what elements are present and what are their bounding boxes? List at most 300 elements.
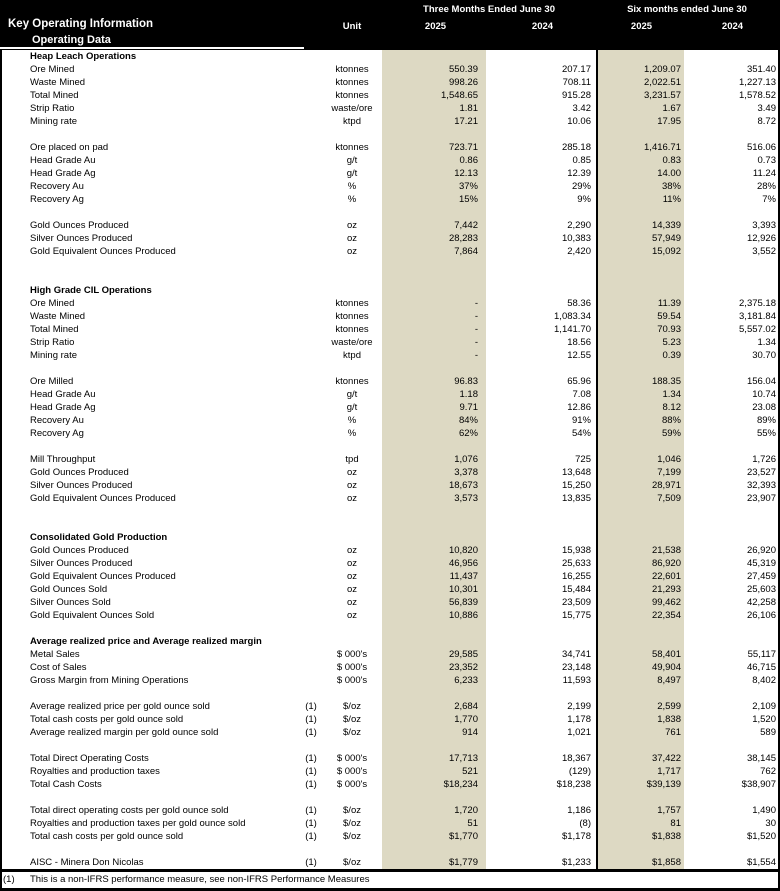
value-6mo-2025: 1,757 (657, 805, 681, 816)
value-3mo-2025: 62% (458, 428, 478, 439)
row-label: Head Grade Au (30, 389, 96, 400)
spacer-row (0, 843, 780, 856)
value-3mo-2024: 7.08 (572, 389, 591, 400)
value-6mo-2024: 8.72 (757, 116, 776, 127)
value-6mo-2025: 188.35 (651, 376, 681, 387)
table-row (0, 752, 780, 765)
footnote-ref (300, 232, 322, 245)
footnote-ref: (1) (305, 857, 317, 868)
footnote-ref (300, 388, 322, 401)
value-6mo-2024: 12,926 (746, 233, 776, 244)
table-row (0, 557, 780, 570)
table-row (0, 466, 780, 479)
value-3mo-2024: 708.11 (562, 77, 591, 88)
footnote-ref (300, 167, 322, 180)
value-3mo-2025: 12.13 (454, 168, 478, 179)
value-3mo-2024: $1,233 (561, 857, 591, 868)
value-6mo-2024: 46,715 (746, 662, 776, 673)
value-3mo-2024: 13,835 (561, 493, 591, 504)
unit-cell: $/oz (343, 831, 361, 842)
section-header-row (0, 635, 780, 648)
row-label: Silver Ounces Produced (30, 233, 133, 244)
row-label: AISC - Minera Don Nicolas (30, 857, 144, 868)
value-6mo-2024 (684, 50, 778, 63)
value-6mo-2025 (596, 531, 684, 544)
value-3mo-2025: 7,864 (454, 246, 478, 257)
footnote-separator-line (0, 869, 780, 872)
footnote-ref (300, 89, 322, 102)
footnote-ref (300, 180, 322, 193)
table-row (0, 830, 780, 843)
footnote-ref (300, 427, 322, 440)
value-6mo-2025: 1.67 (662, 103, 681, 114)
value-3mo-2024: 725 (575, 454, 591, 465)
footnote-ref (300, 661, 322, 674)
table-row (0, 154, 780, 167)
value-3mo-2024: 58.36 (567, 298, 591, 309)
unit-cell: ktonnes (335, 311, 369, 322)
value-3mo-2024 (486, 50, 596, 63)
unit-cell: ktonnes (335, 142, 369, 153)
row-label: Total direct operating costs per gold ounce sold (30, 805, 229, 816)
value-3mo-2024: 34,741 (561, 649, 591, 660)
value-6mo-2024: 3,552 (752, 246, 776, 257)
row-label: Total Direct Operating Costs (30, 753, 149, 764)
value-3mo-2025: 1,770 (454, 714, 478, 725)
value-3mo-2025: 17,713 (448, 753, 478, 764)
value-3mo-2025: 3,573 (454, 493, 478, 504)
row-label: Total cash costs per gold ounce sold (30, 714, 184, 725)
table-row (0, 609, 780, 622)
footnote-ref: (1) (305, 753, 317, 764)
row-label: Total Cash Costs (30, 779, 102, 790)
value-6mo-2025: 761 (665, 727, 681, 738)
table-row (0, 453, 780, 466)
table-row (0, 726, 780, 739)
table-rows (0, 50, 780, 869)
row-label: Mill Throughput (30, 454, 96, 465)
value-3mo-2024: 23,509 (561, 597, 591, 608)
unit-cell: g/t (346, 389, 358, 400)
unit-cell: oz (346, 246, 358, 257)
value-3mo-2024: 11,593 (562, 675, 591, 686)
value-6mo-2025 (596, 50, 684, 63)
row-label: Silver Ounces Sold (30, 597, 111, 608)
footnote-ref (300, 193, 322, 206)
value-6mo-2025: 8,497 (657, 675, 681, 686)
value-3mo-2025: 1,720 (454, 805, 478, 816)
table-border-left (0, 50, 2, 891)
value-6mo-2025: 81 (670, 818, 681, 829)
table-row (0, 297, 780, 310)
value-6mo-2025: 3,231.57 (644, 90, 681, 101)
value-3mo-2025: - (474, 350, 478, 361)
table-header (0, 0, 780, 50)
row-label: Mining rate (30, 350, 77, 361)
value-3mo-2024: 1,141.70 (554, 324, 591, 335)
value-3mo-2024: (8) (579, 818, 591, 829)
table-row (0, 180, 780, 193)
value-3mo-2024: (129) (568, 766, 591, 777)
value-3mo-2025: 6,233 (454, 675, 478, 686)
spacer-row (0, 739, 780, 752)
value-6mo-2024: 30 (765, 818, 776, 829)
row-label: Heap Leach Operations (30, 51, 137, 62)
year-header-3mo-2024: 2024 (531, 21, 554, 32)
value-6mo-2024: 30.70 (752, 350, 776, 361)
row-label: Gold Equivalent Ounces Produced (30, 493, 176, 504)
value-3mo-2025: 914 (462, 727, 478, 738)
table-row (0, 856, 780, 869)
section-header-row (0, 531, 780, 544)
row-label: Gold Ounces Produced (30, 220, 129, 231)
unit-cell: $/oz (343, 857, 361, 868)
table-row (0, 674, 780, 687)
row-label: Silver Ounces Produced (30, 558, 133, 569)
table-row (0, 544, 780, 557)
value-3mo-2024: 12.86 (567, 402, 591, 413)
unit-cell: oz (346, 545, 358, 556)
value-6mo-2025: 11% (662, 194, 681, 205)
footnote-ref: (1) (305, 818, 317, 829)
subtitle-underline (0, 47, 304, 49)
table-row (0, 414, 780, 427)
value-6mo-2025: 1,416.71 (644, 142, 681, 153)
value-3mo-2025 (382, 284, 486, 297)
footnote-ref (300, 583, 322, 596)
unit-cell: % (347, 194, 357, 205)
value-6mo-2024: 156.04 (746, 376, 776, 387)
table-row (0, 102, 780, 115)
footnote-ref (300, 219, 322, 232)
unit-cell: tpd (345, 454, 359, 465)
footnote-ref (300, 479, 322, 492)
table-row (0, 310, 780, 323)
row-label: Waste Mined (30, 77, 86, 88)
footnote-ref (300, 141, 322, 154)
value-3mo-2025: 29,585 (448, 649, 478, 660)
row-label: Ore Mined (30, 64, 75, 75)
value-6mo-2025: 1,717 (657, 766, 681, 777)
value-6mo-2024: 3,181.84 (739, 311, 776, 322)
value-6mo-2025: 15,092 (651, 246, 681, 257)
footnote-row (0, 872, 780, 888)
value-3mo-2025: 1.18 (459, 389, 478, 400)
table-row (0, 804, 780, 817)
row-label: Gross Margin from Mining Operations (30, 675, 189, 686)
value-3mo-2024: 915.28 (561, 90, 591, 101)
page-title: Key Operating Information (8, 18, 154, 30)
value-6mo-2025: $1,858 (651, 857, 681, 868)
value-6mo-2024: 3.49 (757, 103, 776, 114)
value-6mo-2025: 7,199 (657, 467, 681, 478)
unit-cell: g/t (346, 402, 358, 413)
value-3mo-2025: 11,437 (449, 571, 478, 582)
year-header-6mo-2025: 2025 (630, 21, 653, 32)
value-3mo-2024: 29% (571, 181, 591, 192)
value-6mo-2024: 23,527 (746, 467, 776, 478)
row-label: Ore placed on pad (30, 142, 109, 153)
value-3mo-2024 (486, 531, 596, 544)
value-6mo-2024: 2,375.18 (739, 298, 776, 309)
value-3mo-2025: 46,956 (448, 558, 478, 569)
table-row (0, 232, 780, 245)
value-3mo-2024: 10.06 (567, 116, 591, 127)
footnote-ref: (1) (305, 779, 317, 790)
unit-cell: oz (346, 480, 358, 491)
value-3mo-2024: 18,367 (561, 753, 591, 764)
unit-cell: g/t (346, 155, 358, 166)
value-6mo-2025: 7,509 (657, 493, 681, 504)
subtitle: Operating Data (32, 34, 111, 46)
unit-cell: ktonnes (335, 64, 369, 75)
value-3mo-2025: 28,283 (448, 233, 478, 244)
value-3mo-2025: 18,673 (448, 480, 478, 491)
unit-cell: $ 000's (336, 779, 368, 790)
value-3mo-2024: 12.55 (567, 350, 591, 361)
table-row (0, 778, 780, 791)
value-6mo-2024: 1,726 (752, 454, 776, 465)
row-label: Gold Equivalent Ounces Produced (30, 246, 176, 257)
footnote-ref (300, 609, 322, 622)
footnote-ref (300, 531, 322, 544)
spacer-row (0, 505, 780, 518)
value-6mo-2024: 23.08 (752, 402, 776, 413)
value-6mo-2024: 38,145 (746, 753, 776, 764)
footnote-ref (300, 570, 322, 583)
footnote-ref (300, 557, 322, 570)
value-6mo-2025: 37,422 (651, 753, 681, 764)
value-6mo-2025: 11.39 (657, 298, 681, 309)
unit-cell: oz (346, 220, 358, 231)
value-3mo-2024: 12.39 (567, 168, 591, 179)
value-6mo-2024: 10.74 (752, 389, 776, 400)
value-3mo-2024: 1,178 (567, 714, 591, 725)
value-3mo-2024: 207.17 (561, 64, 591, 75)
value-6mo-2024: 25,603 (746, 584, 776, 595)
value-3mo-2025: 7,442 (454, 220, 478, 231)
unit-cell: oz (346, 558, 358, 569)
unit-cell: % (347, 181, 357, 192)
value-3mo-2024: 2,199 (567, 701, 591, 712)
unit-cell: $ 000's (336, 675, 368, 686)
row-label: Average realized price per gold ounce sold (30, 701, 210, 712)
table-row (0, 141, 780, 154)
value-3mo-2024: 54% (571, 428, 591, 439)
footnote-ref (300, 674, 322, 687)
footnote-ref (300, 648, 322, 661)
value-6mo-2024: 762 (760, 766, 776, 777)
value-3mo-2024: 0.85 (572, 155, 591, 166)
column-group-divider (596, 50, 598, 891)
unit-cell: % (347, 428, 357, 439)
value-3mo-2025: 2,684 (454, 701, 478, 712)
footnote-ref (300, 154, 322, 167)
value-3mo-2025: 521 (462, 766, 478, 777)
row-label: Ore Milled (30, 376, 74, 387)
table-row (0, 583, 780, 596)
value-6mo-2025: 86,920 (651, 558, 681, 569)
unit-cell: waste/ore (331, 337, 373, 348)
footnote-ref (300, 336, 322, 349)
row-label: Average realized margin per gold ounce sold (30, 727, 219, 738)
unit-cell: $/oz (343, 818, 361, 829)
value-6mo-2025: 21,293 (651, 584, 681, 595)
footnote-ref (300, 63, 322, 76)
footnote-ref (300, 596, 322, 609)
value-6mo-2025: 1,209.07 (644, 64, 681, 75)
value-6mo-2024: 0.73 (757, 155, 776, 166)
footnote-ref (300, 635, 322, 648)
spacer-row (0, 622, 780, 635)
table-row (0, 713, 780, 726)
value-6mo-2024: 1,520 (752, 714, 776, 725)
value-6mo-2024: 26,920 (746, 545, 776, 556)
row-label: Silver Ounces Produced (30, 480, 133, 491)
unit-cell (322, 531, 382, 544)
value-3mo-2024: 1,083.34 (554, 311, 591, 322)
row-label: Average realized price and Average realized margin (30, 636, 262, 647)
value-3mo-2024: 285.18 (561, 142, 591, 153)
value-3mo-2025 (382, 50, 486, 63)
row-label: Consolidated Gold Production (30, 532, 168, 543)
value-3mo-2024: 16,255 (561, 571, 591, 582)
value-3mo-2025: - (474, 311, 478, 322)
table-row (0, 427, 780, 440)
row-label: Mining rate (30, 116, 77, 127)
row-label: Gold Ounces Produced (30, 467, 129, 478)
value-6mo-2024: 28% (756, 181, 776, 192)
column-group-six-months: Six months ended June 30 (627, 4, 747, 15)
row-label: Royalties and production taxes per gold ounce sold (30, 818, 246, 829)
value-3mo-2024: 15,250 (561, 480, 591, 491)
value-3mo-2025 (382, 635, 486, 648)
unit-column-header: Unit (342, 21, 362, 32)
value-3mo-2024: $18,238 (556, 779, 591, 790)
spacer-row (0, 440, 780, 453)
unit-cell: ktonnes (335, 298, 369, 309)
value-3mo-2025: 84% (458, 415, 478, 426)
spacer-row (0, 128, 780, 141)
footnote-ref (300, 544, 322, 557)
value-3mo-2024: 15,938 (561, 545, 591, 556)
value-6mo-2024: 1,227.13 (739, 77, 776, 88)
value-3mo-2024: 3.42 (572, 103, 591, 114)
value-3mo-2025: 17.21 (454, 116, 478, 127)
table-row (0, 648, 780, 661)
value-6mo-2025: 14,339 (651, 220, 681, 231)
value-6mo-2025: 38% (661, 181, 681, 192)
table-row (0, 596, 780, 609)
value-3mo-2024: 2,290 (567, 220, 591, 231)
value-6mo-2024: $1,554 (746, 857, 776, 868)
value-3mo-2025: 15% (458, 194, 478, 205)
footnote-ref (300, 466, 322, 479)
unit-cell: ktonnes (335, 77, 369, 88)
footnote-ref: (1) (305, 831, 317, 842)
value-6mo-2024: 11.24 (752, 168, 776, 179)
value-3mo-2025: $1,779 (448, 857, 478, 868)
row-label: Head Grade Au (30, 155, 96, 166)
value-3mo-2024: 15,775 (561, 610, 591, 621)
value-6mo-2024: 2,109 (752, 701, 776, 712)
footnote-ref (300, 50, 322, 63)
value-3mo-2025: $18,234 (443, 779, 478, 790)
row-label: Gold Equivalent Ounces Sold (30, 610, 155, 621)
row-label: Strip Ratio (30, 103, 75, 114)
spacer-row (0, 206, 780, 219)
value-6mo-2025: $1,838 (651, 831, 681, 842)
value-6mo-2025: 22,354 (651, 610, 681, 621)
table-row (0, 570, 780, 583)
unit-cell: ktonnes (335, 324, 369, 335)
row-label: Royalties and production taxes (30, 766, 160, 777)
row-label: Cost of Sales (30, 662, 87, 673)
unit-cell: oz (346, 493, 358, 504)
value-6mo-2024: 5,557.02 (739, 324, 776, 335)
unit-cell: ktpd (343, 116, 361, 127)
value-6mo-2025 (596, 284, 684, 297)
value-3mo-2024: 23,148 (561, 662, 591, 673)
unit-cell: oz (346, 584, 358, 595)
unit-cell (322, 635, 382, 648)
value-3mo-2025: 3,378 (454, 467, 478, 478)
table-row (0, 219, 780, 232)
unit-cell: $ 000's (336, 662, 368, 673)
value-6mo-2025: 2,022.51 (644, 77, 681, 88)
unit-cell: oz (346, 571, 358, 582)
unit-cell: $/oz (343, 727, 361, 738)
value-3mo-2025: 1,548.65 (441, 90, 478, 101)
footnote-ref (300, 115, 322, 128)
unit-cell: waste/ore (331, 103, 373, 114)
value-6mo-2025: 1.34 (662, 389, 681, 400)
footnote-text: This is a non-IFRS performance measure, see non-IFRS Performance Measures (30, 874, 370, 885)
table-row (0, 63, 780, 76)
value-3mo-2025: 37% (458, 181, 478, 192)
footnote-ref (300, 453, 322, 466)
footnote-ref (300, 102, 322, 115)
unit-cell: g/t (346, 168, 358, 179)
table-row (0, 388, 780, 401)
row-label: Total Mined (30, 90, 79, 101)
footnote-ref: (1) (305, 701, 317, 712)
value-6mo-2024: 55,117 (747, 649, 776, 660)
value-3mo-2024: 9% (577, 194, 591, 205)
value-3mo-2025: 9.71 (459, 402, 478, 413)
unit-cell: ktonnes (335, 376, 369, 387)
footnote-ref (300, 375, 322, 388)
table-row (0, 167, 780, 180)
footnote-ref (300, 401, 322, 414)
table-row (0, 349, 780, 362)
footnote-ref (300, 349, 322, 362)
value-6mo-2025: 5.23 (662, 337, 681, 348)
unit-cell: $ 000's (336, 649, 368, 660)
unit-cell: $/oz (343, 714, 361, 725)
value-6mo-2024 (684, 284, 778, 297)
value-3mo-2025: 1.81 (459, 103, 478, 114)
value-6mo-2025: 2,599 (657, 701, 681, 712)
value-6mo-2025: 99,462 (651, 597, 681, 608)
value-6mo-2024: 27,459 (746, 571, 776, 582)
table-row (0, 245, 780, 258)
unit-cell: ktpd (343, 350, 361, 361)
footnote-ref (300, 414, 322, 427)
spacer-row (0, 791, 780, 804)
table-row (0, 193, 780, 206)
section-header-row (0, 284, 780, 297)
